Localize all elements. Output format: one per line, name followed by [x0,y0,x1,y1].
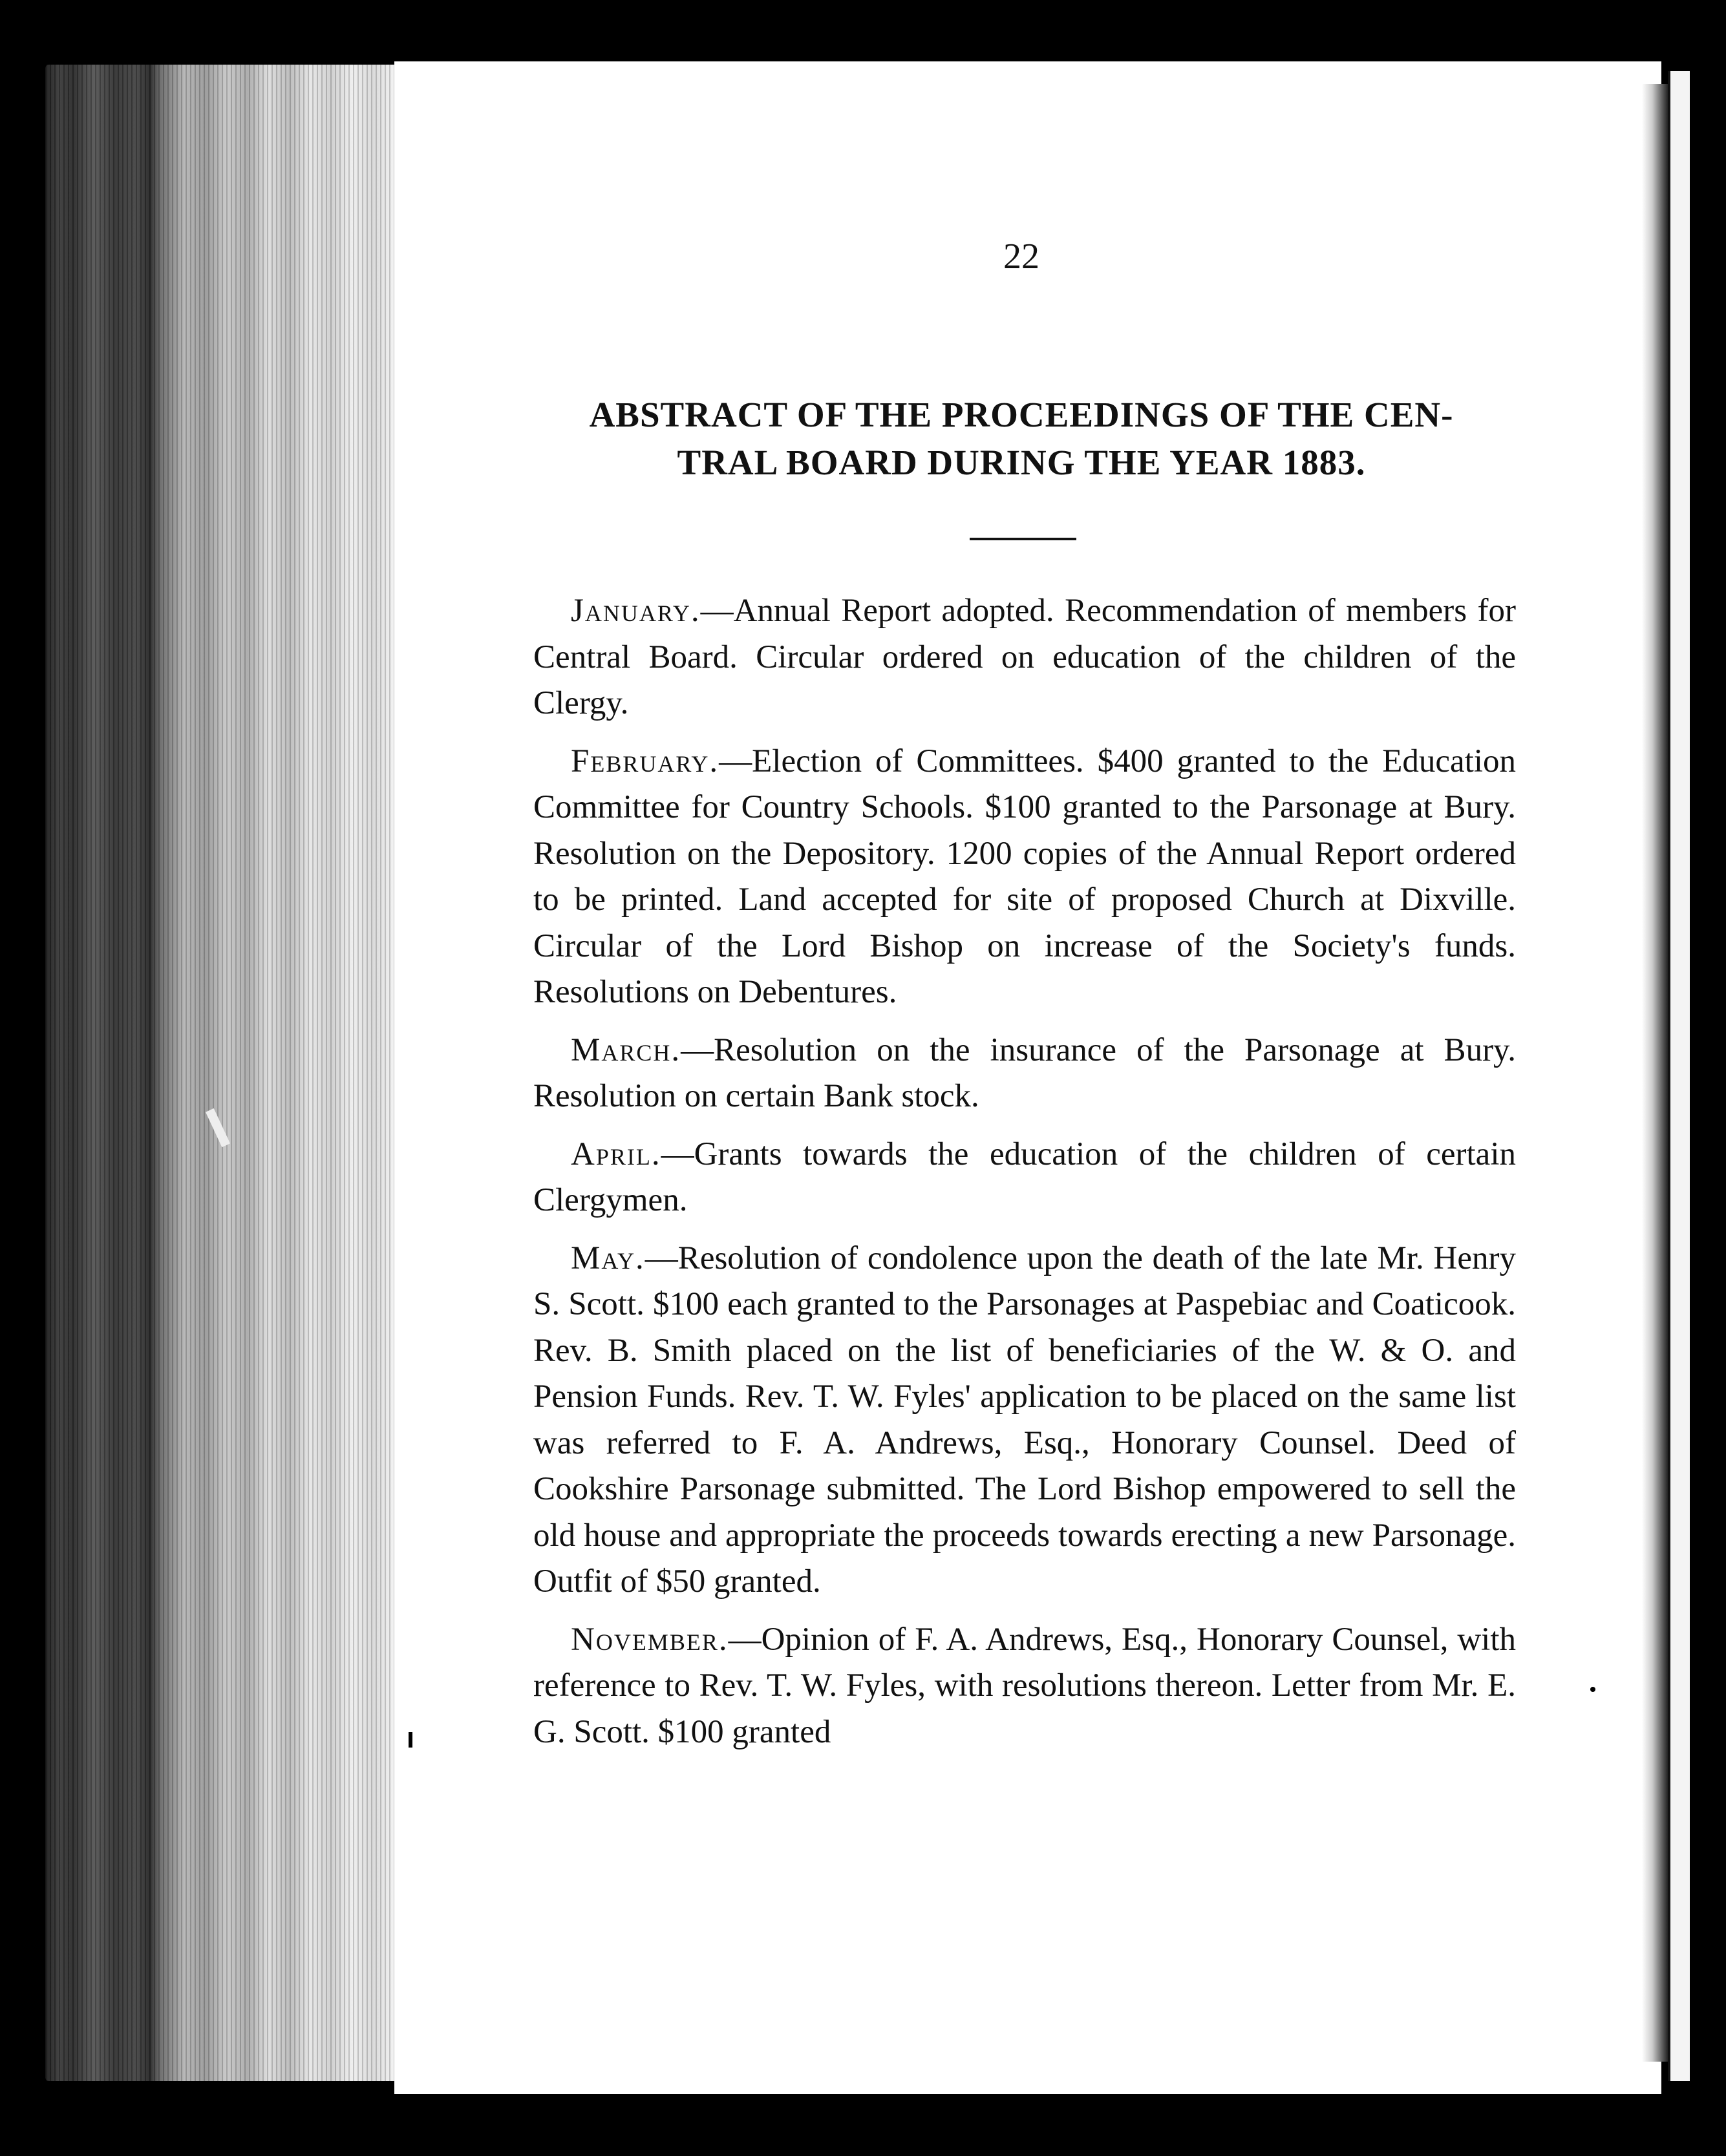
entry-text: —Grants towards the education of the children of certain Clergymen. [533,1136,1516,1218]
entry-text: —Resolution of condolence upon the death of the late Mr. Henry S. Scott. $100 each granted to the Parsonages at Paspebiac and Coaticook. Rev. B. Smith placed on the list of beneficiaries of the W. & O. and Pension Funds. Rev. T. W. Fyles' application to be placed on the same list was referred to F. A. Andrews, Esq., Honorary Counsel. Deed of Cookshire Parsonage submitted. The Lord Bishop empowered to sell the old house and appropriate the proceeds towards erecting a new Parsonage. Outfit of $50 granted. [533,1240,1516,1600]
entry-month: May. [571,1240,645,1276]
entry-month: April. [571,1136,661,1172]
page-number: 22 [1003,237,1039,277]
entry-month: January. [571,593,701,629]
entry-may [533,1236,1516,1605]
entry-month: March. [571,1031,681,1068]
scan-artifact-notch [1699,944,1710,972]
entry-month: February. [571,743,719,779]
document-title [517,391,1526,487]
entry-november [533,1617,1516,1756]
entry-march [533,1028,1516,1120]
facing-page-edge [1668,71,1690,2081]
title-divider-rule [970,538,1076,540]
page-gutter-shadow [1642,84,1668,2062]
entry-text: —Opinion of F. A. Andrews, Esq., Honorary Counsel, with reference to Rev. T. W. Fyles, with resolutions thereon. Letter from Mr. E. G. Scott. $100 granted [533,1621,1516,1750]
entry-month: November. [571,1621,729,1658]
title-line-2: TRAL BOARD DURING THE YEAR 1883. [677,443,1366,482]
entry-text: —Resolution on the insurance of the Parsonage at Bury. Resolution on certain Bank stock. [533,1031,1516,1114]
entry-text: —Annual Report adopted. Recommendation of members for Central Board. Circular ordered on education of the children of the Clergy. [533,593,1516,721]
scan-artifact-tick [409,1732,412,1748]
entry-february [533,739,1516,1016]
scan-artifact-dot [1590,1687,1595,1692]
title-line-1: ABSTRACT OF THE PROCEEDINGS OF THE CEN- [589,395,1454,434]
entry-january [533,588,1516,727]
entry-text: —Election of Committees. $400 granted to the Education Committee for Country Schools. $100 granted to the Parsonage at Bury. Resolution on the Depository. 1200 copies of the Annual Report ordered to be printed. Land accepted for site of proposed Church at Dixville. Circular of the Lord Bishop on increase of the Society's funds. Resolutions on Debentures. [533,743,1516,1010]
book-page-edges [45,65,394,2081]
entry-april [533,1132,1516,1224]
proceedings-body [533,588,1516,1767]
